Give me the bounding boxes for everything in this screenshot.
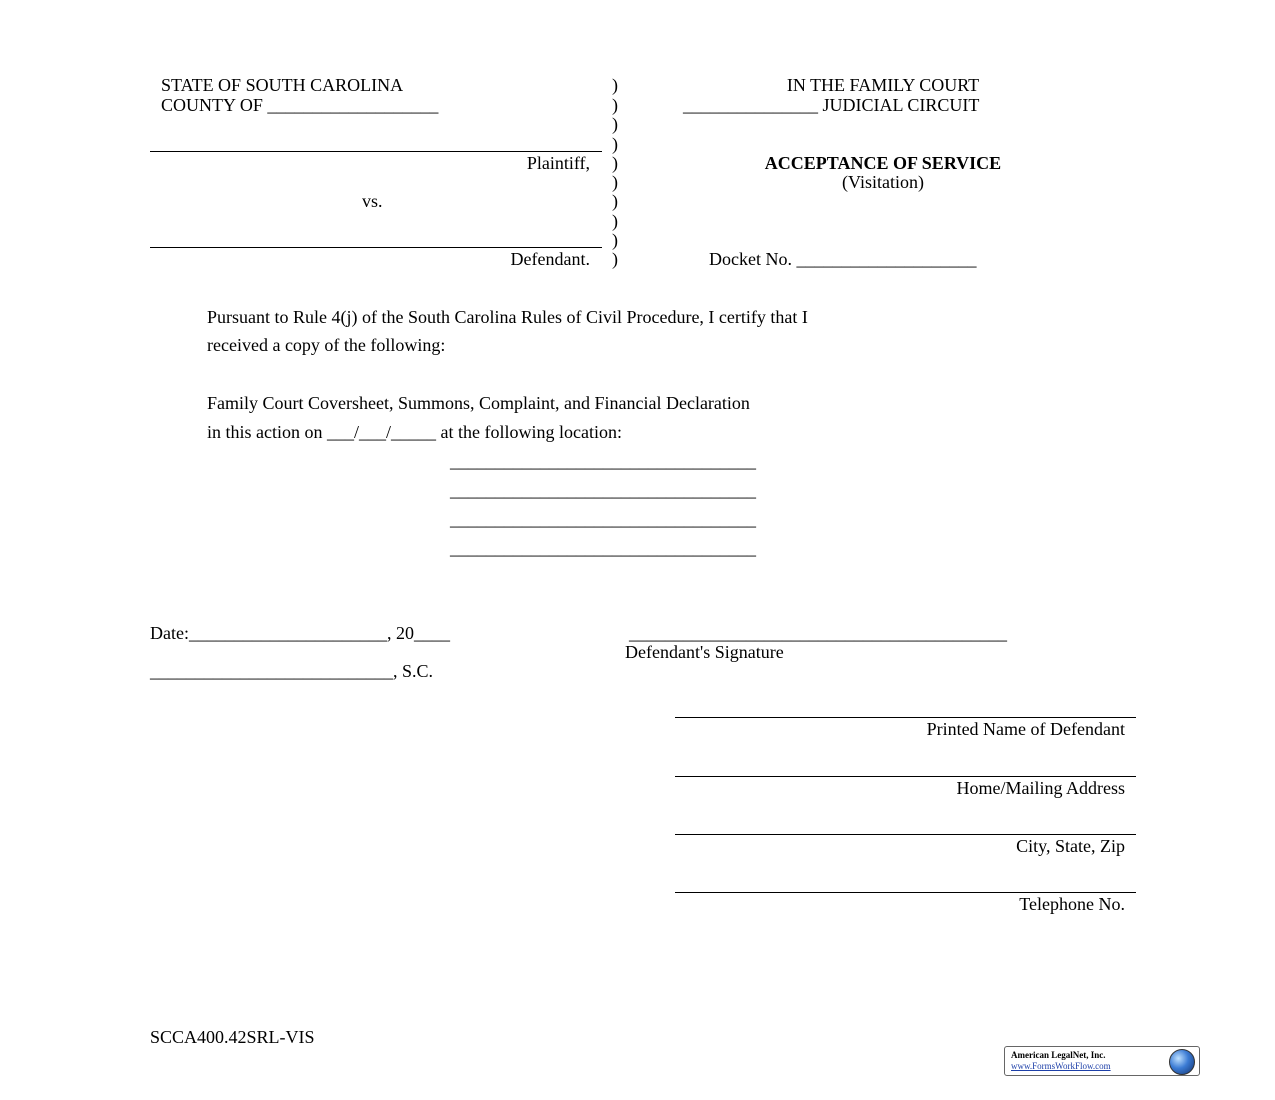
printed-name-line[interactable] — [675, 717, 1136, 718]
telephone-line[interactable] — [675, 892, 1136, 893]
paren: ) — [612, 153, 618, 173]
location-line-2[interactable]: __________________________________ — [450, 480, 756, 500]
paren: ) — [612, 75, 618, 95]
judicial-circuit-field[interactable]: _______________ JUDICIAL CIRCUIT — [683, 95, 980, 115]
telephone-label: Telephone No. — [1019, 894, 1125, 914]
city-state-zip-line[interactable] — [675, 834, 1136, 835]
address-line[interactable] — [675, 776, 1136, 777]
city-sc-field[interactable]: ___________________________, S.C. — [150, 661, 434, 681]
globe-icon — [1169, 1049, 1195, 1075]
document-subtitle: (Visitation) — [842, 172, 924, 192]
plaintiff-label: Plaintiff, — [526, 153, 590, 173]
paren: ) — [612, 230, 618, 250]
location-line-4[interactable]: __________________________________ — [450, 538, 756, 558]
document-title: ACCEPTANCE OF SERVICE — [764, 153, 1002, 173]
paren: ) — [612, 172, 618, 192]
state-label: STATE OF SOUTH CAROLINA — [161, 75, 404, 95]
signature-line[interactable]: __________________________________________ — [629, 623, 1007, 643]
service-date-field[interactable]: in this action on ___/___/_____ at the following location: — [207, 422, 622, 442]
court-label: IN THE FAMILY COURT — [786, 75, 980, 95]
location-line-3[interactable]: __________________________________ — [450, 509, 756, 529]
printed-name-label: Printed Name of Defendant — [926, 719, 1125, 739]
city-state-zip-label: City, State, Zip — [1016, 836, 1125, 856]
paren: ) — [612, 134, 618, 154]
paren: ) — [612, 95, 618, 115]
certification-text-line2: received a copy of the following: — [207, 335, 446, 355]
paren: ) — [612, 249, 618, 269]
logo-company-name: American LegalNet, Inc. — [1011, 1050, 1106, 1060]
address-label: Home/Mailing Address — [956, 778, 1125, 798]
defendant-label: Defendant. — [510, 249, 590, 269]
date-field[interactable]: Date:______________________, 20____ — [150, 623, 450, 643]
documents-list-text: Family Court Coversheet, Summons, Complaint, and Financial Declaration — [207, 393, 750, 413]
vs-label: vs. — [362, 191, 383, 211]
paren: ) — [612, 211, 618, 231]
county-field[interactable]: COUNTY OF ___________________ — [161, 95, 439, 115]
signature-label: Defendant's Signature — [625, 642, 784, 662]
form-code: SCCA400.42SRL-VIS — [150, 1027, 315, 1047]
defendant-name-line[interactable] — [150, 247, 602, 248]
plaintiff-name-line[interactable] — [150, 151, 602, 152]
paren: ) — [612, 191, 618, 211]
location-line-1[interactable]: __________________________________ — [450, 451, 756, 471]
legalnet-logo[interactable] — [1004, 1046, 1200, 1076]
certification-text-line1: Pursuant to Rule 4(j) of the South Carolina Rules of Civil Procedure, I certify that I — [207, 307, 808, 327]
docket-number-field[interactable]: Docket No. ____________________ — [709, 249, 977, 269]
logo-url-link[interactable]: www.FormsWorkFlow.com — [1011, 1061, 1111, 1071]
paren: ) — [612, 114, 618, 134]
